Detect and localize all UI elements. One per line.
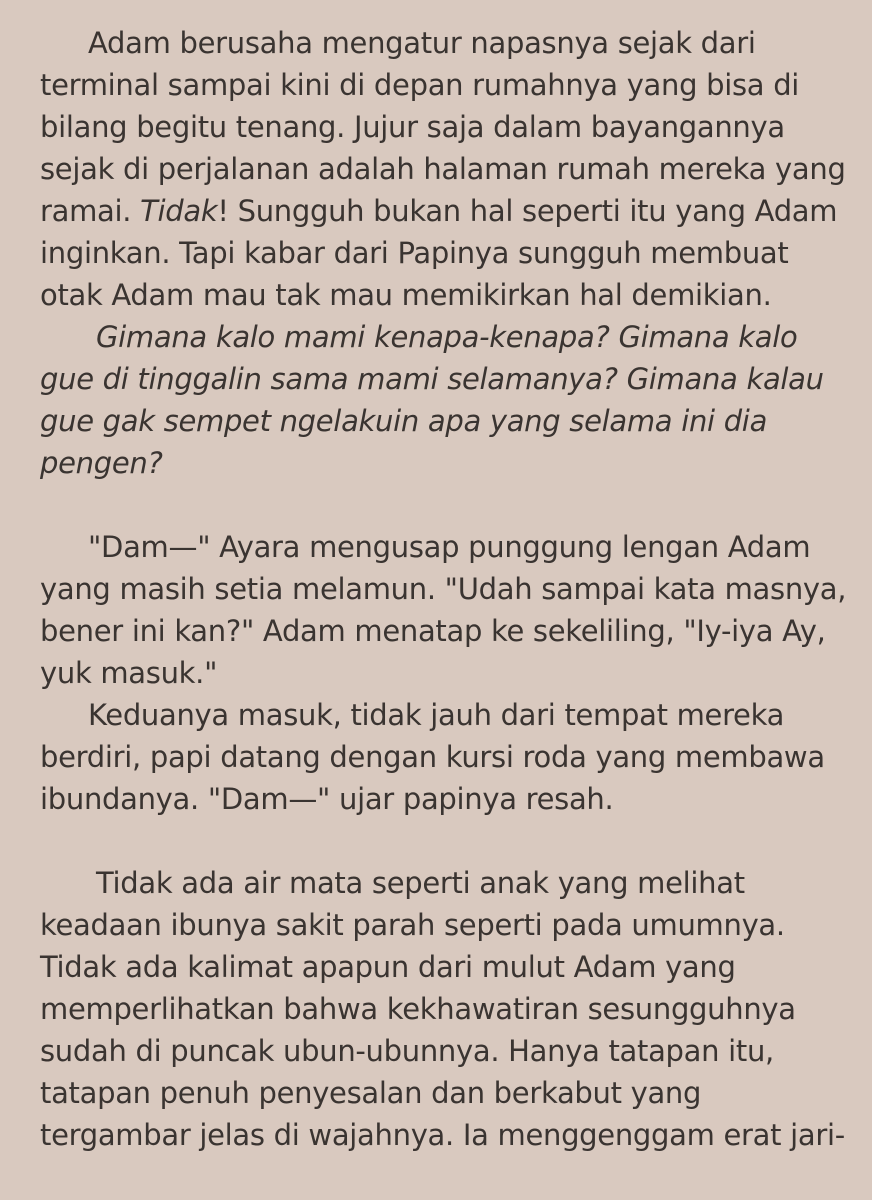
text-line: berdiri, papi datang dengan kursi roda yang membawa xyxy=(40,740,825,774)
paragraph-3 xyxy=(40,526,872,694)
italic-line: pengen? xyxy=(40,446,163,480)
paragraph-gap xyxy=(40,820,872,862)
text-line: Tidak ada air mata seperti anak yang melihat xyxy=(96,866,745,900)
text-line: inginkan. Tapi kabar dari Papinya sungguh membuat xyxy=(40,236,789,270)
text-line: Adam berusaha mengatur napasnya sejak dari xyxy=(88,26,756,60)
paragraph-5 xyxy=(40,862,872,1156)
text-run: ! Sungguh bukan hal seperti itu yang Adam xyxy=(217,194,838,228)
paragraph-2-inner-thought xyxy=(40,316,872,484)
text-line: yang masih setia melamun. "Udah sampai kata masnya, xyxy=(40,572,847,606)
text-line: tatapan penuh penyesalan dan berkabut yang xyxy=(40,1076,702,1110)
text-line: "Dam—" Ayara mengusap punggung lengan Adam xyxy=(88,530,811,564)
text-run: ramai. xyxy=(40,194,141,228)
text-line: bilang begitu tenang. Jujur saja dalam bayangannya xyxy=(40,110,785,144)
paragraph-gap xyxy=(40,484,872,526)
italic-word: Tidak xyxy=(140,194,218,228)
italic-line: gue gak sempet ngelakuin apa yang selama ini dia xyxy=(40,404,768,438)
text-line: keadaan ibunya sakit parah seperti pada umumnya. xyxy=(40,908,785,942)
text-line: ibundanya. "Dam—" ujar papinya resah. xyxy=(40,782,614,816)
text-line: Tidak ada kalimat apapun dari mulut Adam yang xyxy=(40,950,736,984)
paragraph-1 xyxy=(40,22,872,316)
text-line: terminal sampai kini di depan rumahnya yang bisa di xyxy=(40,68,800,102)
paragraph-4 xyxy=(40,694,872,820)
text-line: yuk masuk." xyxy=(40,656,218,690)
italic-line: gue di tinggalin sama mami selamanya? Gimana kalau xyxy=(40,362,824,396)
text-line: otak Adam mau tak mau memikirkan hal demikian. xyxy=(40,278,772,312)
text-line xyxy=(40,190,872,232)
text-line: sudah di puncak ubun-ubunnya. Hanya tatapan itu, xyxy=(40,1034,774,1068)
text-line: memperlihatkan bahwa kekhawatiran sesungguhnya xyxy=(40,992,796,1026)
text-line: tergambar jelas di wajahnya. Ia menggenggam erat jari- xyxy=(40,1118,845,1152)
text-line: Keduanya masuk, tidak jauh dari tempat mereka xyxy=(88,698,785,732)
text-line: sejak di perjalanan adalah halaman rumah mereka yang xyxy=(40,152,846,186)
italic-line: Gimana kalo mami kenapa-kenapa? Gimana kalo xyxy=(96,320,798,354)
text-line: bener ini kan?" Adam menatap ke sekeliling, "Iy-iya Ay, xyxy=(40,614,826,648)
